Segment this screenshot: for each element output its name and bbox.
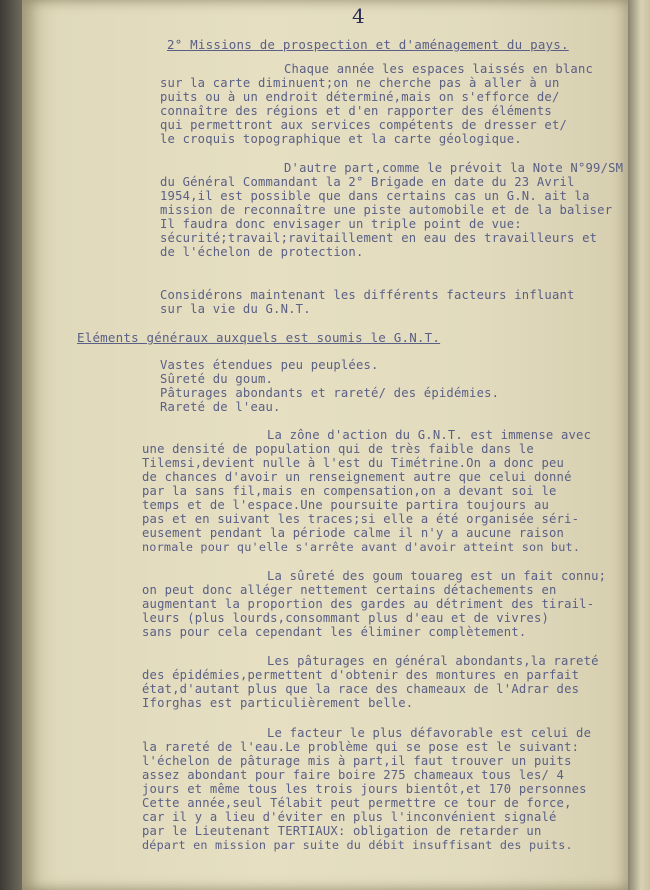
text-line: Tilemsi,devient nulle à l'est du Timétrine.On a donc peu	[142, 456, 565, 470]
text-line: état,d'autant plus que la race des chameaux de l'Adrar des	[142, 682, 580, 696]
text-line: D'autre part,comme le prévoit la Note N°99/SM	[284, 161, 624, 175]
text-line: sur la vie du G.N.T.	[160, 302, 311, 316]
page-number: 4	[352, 4, 365, 28]
text-line: leurs (plus lourds,consommant plus d'eau et de vivres)	[142, 611, 550, 625]
text-line: pas et en suivant les traces;si elle a été organisée séri-	[142, 512, 580, 526]
list-item: Sûreté du goum.	[160, 372, 274, 386]
text-line: Chaque année les espaces laissés en blanc	[284, 62, 594, 76]
text-line: par le Lieutenant TERTIAUX: obligation de retarder un	[142, 824, 542, 838]
text-line: du Général Commandant la 2° Brigade en date du 23 Avril	[160, 175, 575, 189]
text-line: temps et de l'espace.Une poursuite partira toujours au	[142, 498, 550, 512]
text-line: sécurité;travail;ravitaillement en eau des travailleurs et	[160, 231, 598, 245]
text-line: sans pour cela cependant les éliminer complètement.	[142, 625, 527, 639]
section-heading: Eléments généraux auxquels est soumis le G.N.T.	[77, 330, 441, 345]
text-line: car il y a lieu d'éviter en plus l'inconvénient signalé	[142, 810, 557, 824]
text-line: augmentant la proportion des gardes au détriment des tirail-	[142, 597, 595, 611]
list-item: Rareté de l'eau.	[160, 400, 281, 414]
text-line: sur la carte diminuent;on ne cherche pas à aller à un	[160, 76, 560, 90]
adjacent-page-edge	[628, 0, 650, 890]
text-line: Il faudra donc envisager un triple point de vue:	[160, 217, 522, 231]
text-line: Le facteur le plus défavorable est celui de	[267, 726, 592, 740]
text-line: la rareté de l'eau.Le problème qui se pose est le suivant:	[142, 740, 580, 754]
text-line: des épidémies,permettent d'obtenir des montures en parfait	[142, 668, 580, 682]
text-line: normale pour qu'elle s'arrête avant d'avoir atteint son but.	[142, 540, 581, 554]
text-line: jours et même tous les trois jours bientôt,et 170 personnes	[142, 782, 587, 796]
text-line: puits ou à un endroit déterminé,mais on s'efforce de/	[160, 90, 560, 104]
text-line: de chances d'avoir un renseignement autre que celui donné	[142, 470, 572, 484]
binding-edge	[0, 0, 22, 890]
text-line: par la sans fil,mais en compensation,on a devant soi le	[142, 484, 557, 498]
section-title: 2° Missions de prospection et d'aménagement du pays.	[167, 37, 569, 52]
list-item: Pâturages abondants et rareté/ des épidémies.	[160, 386, 500, 400]
text-line: La zône d'action du G.N.T. est immense avec	[267, 428, 592, 442]
text-line: La sûreté des goum touareg est un fait connu;	[267, 569, 607, 583]
document-page	[22, 0, 628, 890]
text-line: Cette année,seul Télabit peut permettre ce tour de force,	[142, 796, 572, 810]
text-line: qui permettront aux services compétents de dresser et/	[160, 118, 568, 132]
text-line: de l'échelon de protection.	[160, 245, 364, 259]
text-line: mission de reconnaître une piste automobile et de la baliser	[160, 203, 613, 217]
text-line: Les pâturages en général abondants,la rareté	[267, 654, 599, 668]
text-line: connaître des régions et d'en rapporter des éléments	[160, 104, 552, 118]
text-line: l'échelon de pâturage mis à part,il faut trouver un puits	[142, 754, 572, 768]
text-line: eusement pendant la période calme il n'y a aucune raison	[142, 526, 565, 540]
text-line: le croquis topographique et la carte géologique.	[160, 132, 522, 146]
text-line: assez abondant pour faire boire 275 chameaux tous les/ 4	[142, 768, 565, 782]
text-line: Considérons maintenant les différents facteurs influant	[160, 288, 575, 302]
text-line: Iforghas est particulièrement belle.	[142, 696, 414, 710]
text-line: départ en mission par suite du débit insuffisant des puits.	[142, 838, 573, 852]
text-line: on peut donc alléger nettement certains détachements en	[142, 583, 557, 597]
text-line: une densité de population qui de très faible dans le	[142, 442, 534, 456]
list-item: Vastes étendues peu peuplées.	[160, 358, 379, 372]
text-line: 1954,il est possible que dans certains cas un G.N. ait la	[160, 189, 590, 203]
